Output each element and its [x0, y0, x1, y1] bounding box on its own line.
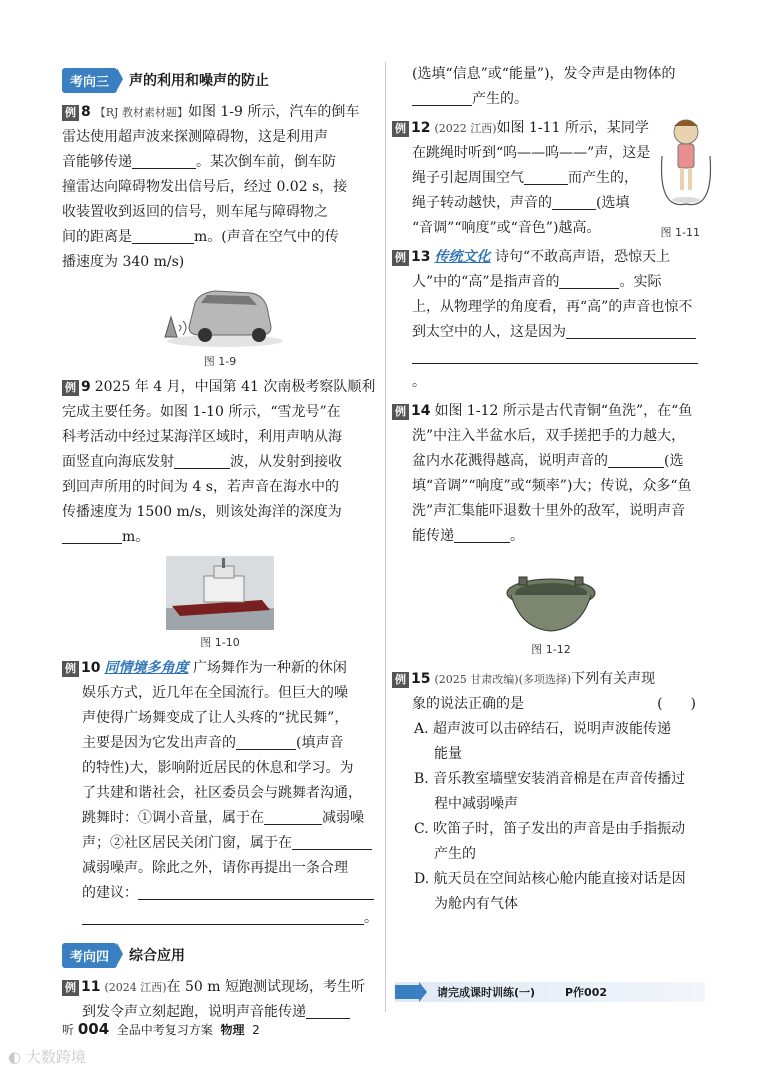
answer-blank[interactable]	[236, 733, 296, 750]
question-9: 例 9 2025 年 4 月，中国第 41 次南极考察队顺利 完成主要任务。如图 1-10 所示，“雪龙号”在 科考活动中经过某海洋区域时，利用声呐从海 面竖直向海底发射 波，从发射到接收 到回声所用的时间为 4 s，若声音在海水中的 传播速度为 1500 m/s，则该处海洋的深度为 m。 图 1-10	[62, 375, 378, 650]
answer-blank[interactable]	[552, 193, 596, 210]
practice-banner	[395, 982, 705, 1002]
question-tag: 同情境多角度	[104, 660, 189, 676]
question-14: 例 14 如图 1-12 所示是古代青铜“鱼洗”，在“鱼 洗”中注入半盆水后，双手搓把手的力越大， 盆内水花溅得越高，说明声音的 (选 填“音调”“响度”或“频率”)大；传说，众多“鱼 洗”声汇集能吓退数十里外的敌军，说明声音 能传递 。 图 1-12	[392, 399, 710, 657]
answer-blank[interactable]	[559, 272, 619, 289]
section-badge: 考向三	[62, 68, 117, 93]
banner-code: P作002	[565, 986, 608, 999]
subject: 物理	[220, 1023, 245, 1037]
watermark: ◐ 大数跨境	[8, 1048, 86, 1066]
answer-parenthesis[interactable]: ( )	[657, 696, 696, 712]
footer-prefix: 听	[62, 1023, 75, 1037]
ship-photo	[166, 556, 274, 630]
girl-skipping-rope-illustration	[658, 116, 714, 212]
arrow-right-icon	[395, 985, 419, 999]
question-10: 例 10 同情境多角度 广场舞作为一种新的休闲 娱乐方式，近几年在全国流行。但巨大的噪 声使得广场舞变成了让人头疼的“扰民舞”， 主要是因为它发出声音的 (填声音 的特性)大，影响附近居民的休息和学习。为 了共建和谐社会，社区委员会与跳舞者沟通， 跳舞时：①调小音量，属于在 减弱噪 声；②社区居民关闭门窗，属于在 减弱噪声。除此之外，请你再提出一条合理 的建议： 。	[62, 656, 378, 931]
example-label: 例	[392, 250, 409, 266]
question-8: 例 8 【RJ 教材素材题】如图 1-9 所示，汽车的倒车 雷达使用超声波来探测障碍物，这是利用声 音能够传递 。某次倒车前，倒车防 撞雷达向障碍物发出信号后，经过 0.02 s，接 收装置收到返回的信号，则车尾与障碍物之 间的距离是 m。(声音在空气中的传 播速度为 340 m/s) 图 1-9	[62, 100, 378, 369]
example-label: 例	[62, 661, 79, 677]
answer-blank[interactable]	[82, 908, 364, 925]
question-tag: 传统文化	[434, 249, 491, 265]
answer-blank[interactable]	[132, 152, 196, 169]
figure-caption: 图 1-9	[203, 355, 237, 368]
book-title: 全品中考复习方案	[116, 1023, 213, 1037]
option-b[interactable]: B. 音乐教室墙壁安装消音棉是在声音传播过 程中减弱噪声	[414, 771, 686, 812]
right-column	[392, 62, 710, 917]
section-header-3	[62, 66, 378, 94]
volume: 2	[252, 1023, 260, 1037]
answer-blank[interactable]	[264, 808, 322, 825]
page-number: 004	[77, 1020, 110, 1038]
figure-1-12	[392, 563, 710, 657]
figure-1-10	[62, 556, 378, 650]
answer-blank[interactable]	[412, 89, 472, 106]
figure-caption: 图 1-10	[200, 636, 240, 649]
answer-blank[interactable]	[62, 527, 122, 544]
banner-text: 请完成课时训练(一)	[437, 986, 536, 999]
answer-blank[interactable]	[454, 526, 510, 543]
answer-blank[interactable]	[132, 227, 194, 244]
answer-blank[interactable]	[292, 833, 372, 850]
example-label: 例	[62, 380, 79, 396]
question-15: 例 15 (2025 甘肃改编)(多项选择)下列有关声现 象的说法正确的是 ( ) A. 超声波可以击碎结石，说明声波能传递 能量 B. 音乐教室墙壁安装消音棉是在声音传播过 程中减弱噪声 C. 吹笛子时，笛子发出的声音是由手指振动 产生的 D. 航天员在空间站核心舱内能直接对话是因 为舱内有气体	[392, 667, 710, 917]
column-divider	[385, 62, 386, 1012]
figure-caption: 图 1-11	[660, 226, 700, 239]
question-11: 例 11 (2024 江西)在 50 m 短跑测试现场，考生听 到发令声立刻起跑，说明声音能传递	[62, 975, 378, 1025]
answer-blank[interactable]	[306, 1002, 350, 1019]
figure-1-9	[62, 281, 378, 369]
car-reversing-illustration	[155, 281, 285, 349]
option-d[interactable]: D. 航天员在空间站核心舱内能直接对话是因 为舱内有气体	[414, 871, 686, 912]
answer-blank[interactable]	[608, 451, 664, 468]
section-title: 综合应用	[129, 948, 186, 964]
question-12: 例 12 (2022 江西)如图 1-11 所示，某同学 在跳绳时听到“呜——呜——”声，这是 绳子引起周围空气 而产生的， 绳子转动越快，声音的 (选填 “音调”“响度”或“音色”)越高。 图 1-11	[392, 116, 710, 241]
answer-blank[interactable]	[138, 883, 374, 900]
page-footer	[62, 1020, 260, 1038]
question-11-continued: (选填“信息”或“能量”)，发令声是由物体的 产生的。	[412, 66, 676, 107]
answer-blank[interactable]	[566, 322, 696, 339]
bronze-basin-illustration	[501, 563, 601, 637]
answer-blank[interactable]	[412, 347, 698, 364]
left-column	[62, 62, 378, 1025]
example-label: 例	[392, 121, 409, 137]
question-13: 例 13 传统文化 诗句“不敢高声语，恐惊天上 人”中的“高”是指声音的 。实际 上，从物理学的角度看，再“高”的声音也惊不 到太空中的人，这是因为 。	[392, 245, 710, 395]
option-c[interactable]: C. 吹笛子时，笛子发出的声音是由手指振动 产生的	[414, 821, 686, 862]
answer-blank[interactable]	[174, 452, 230, 469]
answer-blank[interactable]	[524, 168, 568, 185]
section-header-4	[62, 941, 378, 969]
figure-caption: 图 1-12	[531, 643, 571, 656]
watermark-logo-icon: ◐	[8, 1048, 22, 1066]
example-label: 例	[62, 105, 79, 121]
example-label: 例	[392, 672, 409, 688]
section-badge: 考向四	[62, 943, 117, 968]
example-label: 例	[392, 404, 409, 420]
example-label: 例	[62, 980, 79, 996]
option-a[interactable]: A. 超声波可以击碎结石，说明声波能传递 能量	[414, 721, 672, 762]
section-title: 声的利用和噪声的防止	[129, 73, 270, 89]
